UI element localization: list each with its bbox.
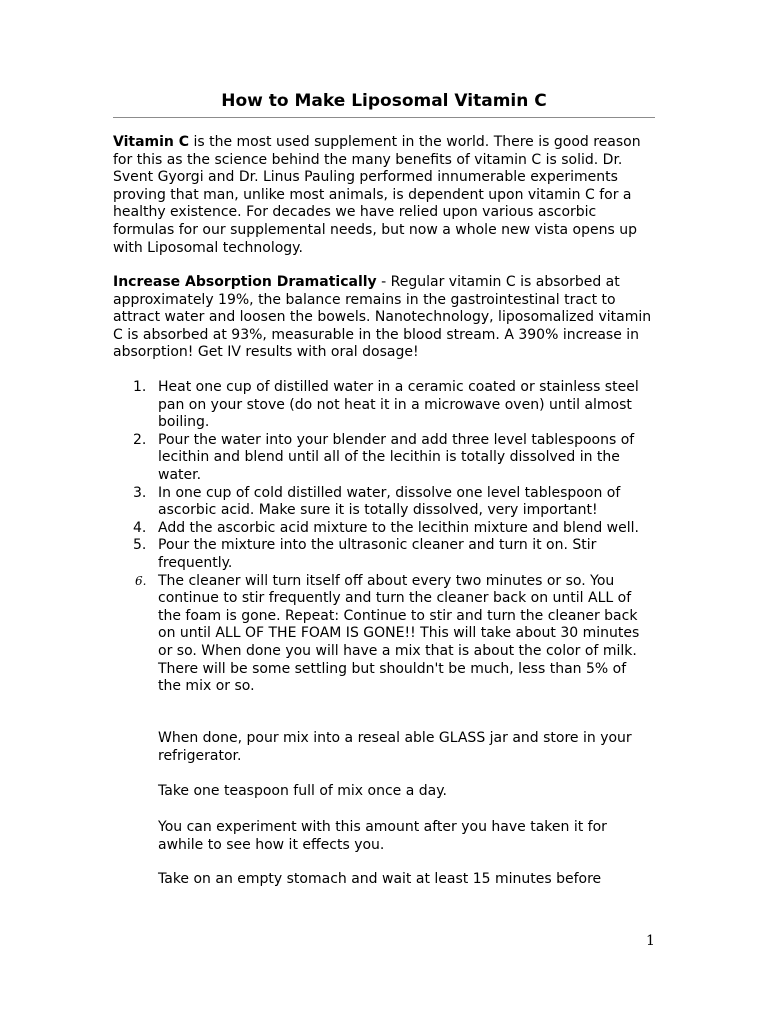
list-item [113, 379, 653, 432]
experiment-note: You can experiment with this amount after you have taken it for awhile to see how it effects you. [158, 819, 607, 853]
list-item-text: Pour the water into your blender and add three level tablespoons of lecithin and blend until all of the lecithin is totally dissolved in the water. [158, 431, 635, 483]
list-item [113, 520, 653, 538]
list-item-number: 5. [133, 537, 147, 554]
list-item [113, 432, 653, 485]
absorption-paragraph [113, 274, 653, 362]
list-item-number: 6. [135, 573, 147, 588]
list-item-text: Heat one cup of distilled water in a ceramic coated or stainless steel pan on your stove (do not heat it in a microwave oven) until almost boiling. [158, 379, 639, 431]
absorption-lead: Increase Absorption Dramatically [113, 274, 377, 290]
page-number: 1 [646, 933, 655, 949]
page-title: How to Make Liposomal Vitamin C [221, 91, 547, 111]
storage-instructions: When done, pour mix into a reseal able GLASS jar and store in your refrigerator. [158, 730, 632, 764]
intro-text: is the most used supplement in the world. There is good reason for this as the science behind the many benefits of vitamin C is solid. Dr. Svent Gyorgi and Dr. Linus Pauling performed innumerable experiments proving that man, unlike most animals, is dependent upon vitamin C for a healthy existence. For decades we have relied upon various ascorbic formulas for our supplemental needs, but now a whole new vista opens up with Liposomal technology. [113, 134, 641, 256]
steps-list [113, 379, 653, 696]
title-underline [113, 117, 655, 118]
list-item [113, 485, 653, 520]
list-item-number: 2. [133, 431, 147, 448]
list-item-text: Add the ascorbic acid mixture to the lecithin mixture and blend well. [158, 519, 639, 536]
stomach-note: Take on an empty stomach and wait at least 15 minutes before [158, 871, 602, 887]
list-item-number: 1. [133, 379, 147, 395]
list-item [113, 573, 653, 696]
list-item [113, 537, 653, 572]
list-item-text: Pour the mixture into the ultrasonic cleaner and turn it on. Stir frequently. [158, 537, 597, 571]
intro-paragraph [113, 134, 653, 257]
list-item-number: 3. [133, 484, 147, 501]
dosage-instructions: Take one teaspoon full of mix once a day. [158, 783, 447, 799]
intro-lead: Vitamin C [113, 134, 190, 150]
list-item-text: The cleaner will turn itself off about every two minutes or so. You continue to stir frequently and turn the cleaner back on until ALL of the foam is gone. Repeat: Continue to stir and turn the cleaner back on until ALL OF THE FOAM IS GONE!! This will take about 30 minutes or so. When done you will have a mix that is about the color of milk. There will be some settling but shouldn't be much, less than 5% of the mix or so. [158, 572, 640, 695]
list-item-text: In one cup of cold distilled water, dissolve one level tablespoon of ascorbic acid. Make sure it is totally dissolved, very important! [158, 484, 621, 519]
list-item-number: 4. [133, 519, 147, 536]
absorption-text: - Regular vitamin C is absorbed at approximately 19%, the balance remains in the gastrointestinal tract to attract water and loosen the bowels. Nanotechnology, liposomalized vitamin C is absorbed at 93%, measurable in the blood stream. A 390% increase in absorption! Get IV results with oral dosage! [113, 274, 652, 361]
